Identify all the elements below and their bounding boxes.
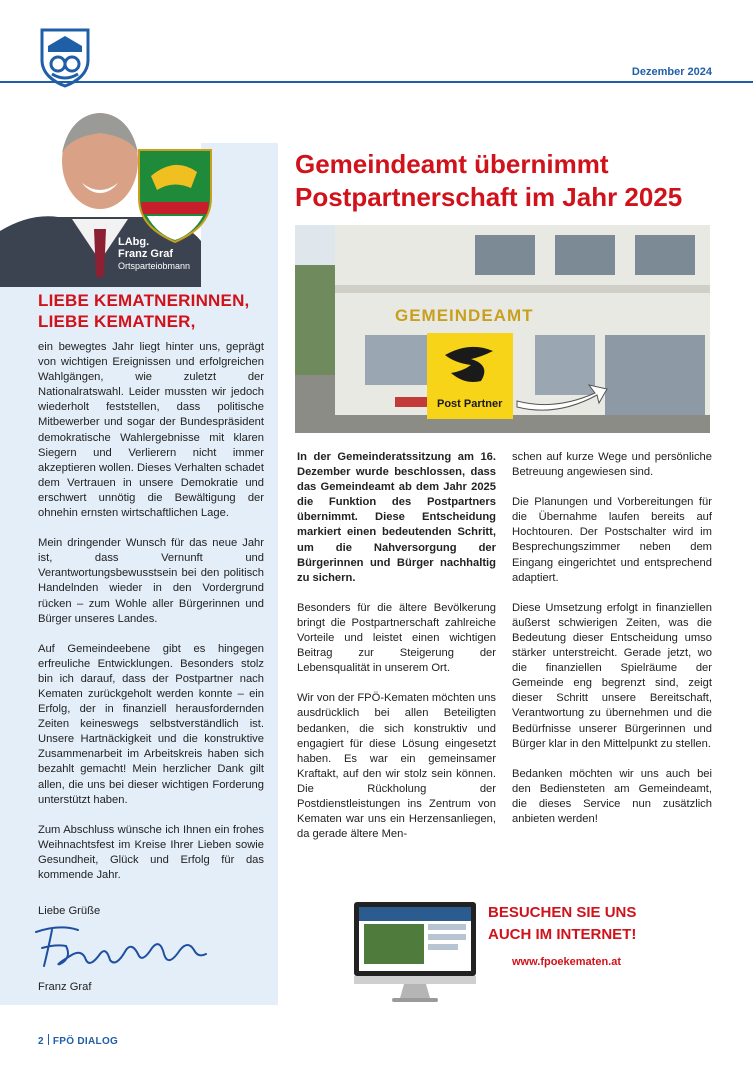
article-column-1 [297, 450, 496, 857]
article-lead: In der Gemeinderatssitzung am 16. Dezember wurde beschlossen, dass das Gemeindeamt ab dem Jahr 2025 die Funktion des Postpartners übernimmt. Diese Entscheidung markiert einen bedeutenden Schritt, um die Nahversorgung der Bürgerinnen und Bürger nachhaltig zu sichern. [297, 451, 496, 584]
issue-date: Dezember 2024 [631, 66, 712, 78]
letter-paragraph: Mein dringender Wunsch für das neue Jahr ist, dass Vernunft und Verantwortungsbewusstsein bei den politisch Handelnden wieder in den Vordergrund rücken – zum Wohle aller Bürgerinnen und Bürger unseres Landes. [38, 537, 264, 625]
page-number: 2 [38, 1036, 44, 1047]
letter-paragraph: ein bewegtes Jahr liegt hinter uns, geprägt von wichtigen Ereignissen und erfolgreichen Wahlgängen, wie zuletzt der Nationalratswahl. Leider mussten wir jedoch wiederholt feststellen, dass politische Mitbewerber und sogar der Bundespräsident demokratische Wahlergebnisse mit klaren Siegern und Verlierern nicht immer akzeptieren wollen. Dieses Verhalten schadet dem Vertrauen in unsere Demokratie und erschwert unnötig die Bewältigung der ohnehin ernsten wirtschaftlichen Lage. [38, 341, 264, 520]
person-role: Ortsparteiobmann [118, 261, 191, 271]
monitor-website-icon [352, 900, 478, 1004]
letter-greeting [38, 290, 270, 332]
handwritten-signature [30, 920, 210, 974]
article-paragraph: Bedanken möchten wir uns auch bei den Bediensteten am Gemeindeamt, die dieses Service nun zusätzlich anbieten werden! [512, 767, 712, 825]
municipal-crest-icon [38, 26, 92, 88]
letter-paragraph: Auf Gemeindeebene gibt es hingegen erfreuliche Entwicklungen. Besonders stolz bin ich darauf, dass der Postpartner nach Kematen zurückgeholt werden konnte – ein Erfolg, der in finanziell herausfordernden Zeiten keineswegs selbstverständlich ist. Unsere Hartnäckigkeit und die konstruktive Zusammenarbeit im Arbeitskreis haben sich bezahlt gemacht! Mein herzlicher Dank gilt allen, die uns bei dieser wichtigen Forderung unterstützt haben. [38, 642, 264, 806]
kematen-coat-of-arms-icon [137, 146, 213, 244]
letter-paragraph: Zum Abschluss wünsche ich Ihnen ein frohes Weihnachtsfest im Kreise Ihrer Lieben sowie Gesundheit, Glück und Erfolg für das kommende Jahr. [38, 823, 264, 881]
photo-sign: GEMEINDEAMT [395, 306, 534, 325]
town-hall-photo [295, 225, 710, 433]
website-link[interactable]: www.fpoekematen.at [512, 956, 622, 968]
article-headline [295, 148, 725, 214]
person-name: Franz Graf [118, 248, 174, 260]
signature-name: Franz Graf [38, 981, 92, 993]
badge-label: Post Partner [437, 398, 503, 410]
footer-divider [48, 1034, 49, 1045]
header-divider [0, 81, 753, 83]
post-partner-badge [427, 333, 513, 419]
article-paragraph: Diese Umsetzung erfolgt in finanziellen äußerst schwierigen Zeiten, was die Bedeutung dieser Entscheidung umso stärker unterstreicht. Gerade jetzt, wo die finanziellen Spielräume der Gemeinde eng begrenzt sind, zeigt dieser Schritt unsere Bereitschaft, Verantwortung zu übernehmen und die Bedürfnisse unserer Bürgerinnen und Bürger klar in den Mittelpunkt zu stellen. [512, 601, 712, 750]
promo-line-1: BESUCHEN SIE UNS [488, 904, 637, 921]
website-promo [488, 902, 636, 946]
promo-line-2: AUCH IM INTERNET! [488, 926, 637, 943]
letter-body [38, 340, 264, 898]
article-column-2 [512, 450, 712, 842]
article-paragraph: Die Planungen und Vorbereitungen für die Übernahme laufen bereits auf Hochtouren. Der Postschalter wird im Besprechungszimmer neben dem Eingang eingerichtet und entsprechend adaptiert. [512, 496, 712, 584]
portrait-caption [118, 236, 190, 272]
page-footer [38, 1034, 118, 1047]
letter-signoff: Liebe Grüße [38, 905, 101, 917]
publication-name: FPÖ DIALOG [52, 1036, 119, 1047]
greeting-line-2: LIEBE KEMATNER, [38, 312, 196, 331]
title-prefix: LAbg. [118, 236, 150, 248]
headline-line-2: Postpartnerschaft im Jahr 2025 [295, 182, 683, 212]
article-paragraph: schen auf kurze Wege und persönliche Betreuung angewiesen sind. [512, 451, 712, 479]
article-paragraph: Wir von der FPÖ-Kematen möchten uns ausdrücklich bei allen Beteiligten bedanken, die sich konstruktiv und engagiert für diese Lösung eingesetzt haben. Es war ein gemeinsamer Kraftakt, auf den wir stolz sein können. Die Rückholung der Postdienstleistungen ins Zentrum von Kematen war uns ein Herzensanliegen, da gerade ältere Men- [297, 692, 496, 841]
headline-line-1: Gemeindeamt übernimmt [295, 149, 609, 179]
article-paragraph: Besonders für die ältere Bevölkerung bringt die Postpartnerschaft zahlreiche Vorteile und leistet einen wichtigen Beitrag zur Steigerung der Lebensqualität in unserem Ort. [297, 601, 496, 675]
greeting-line-1: LIEBE KEMATNERINNEN, [38, 291, 250, 310]
